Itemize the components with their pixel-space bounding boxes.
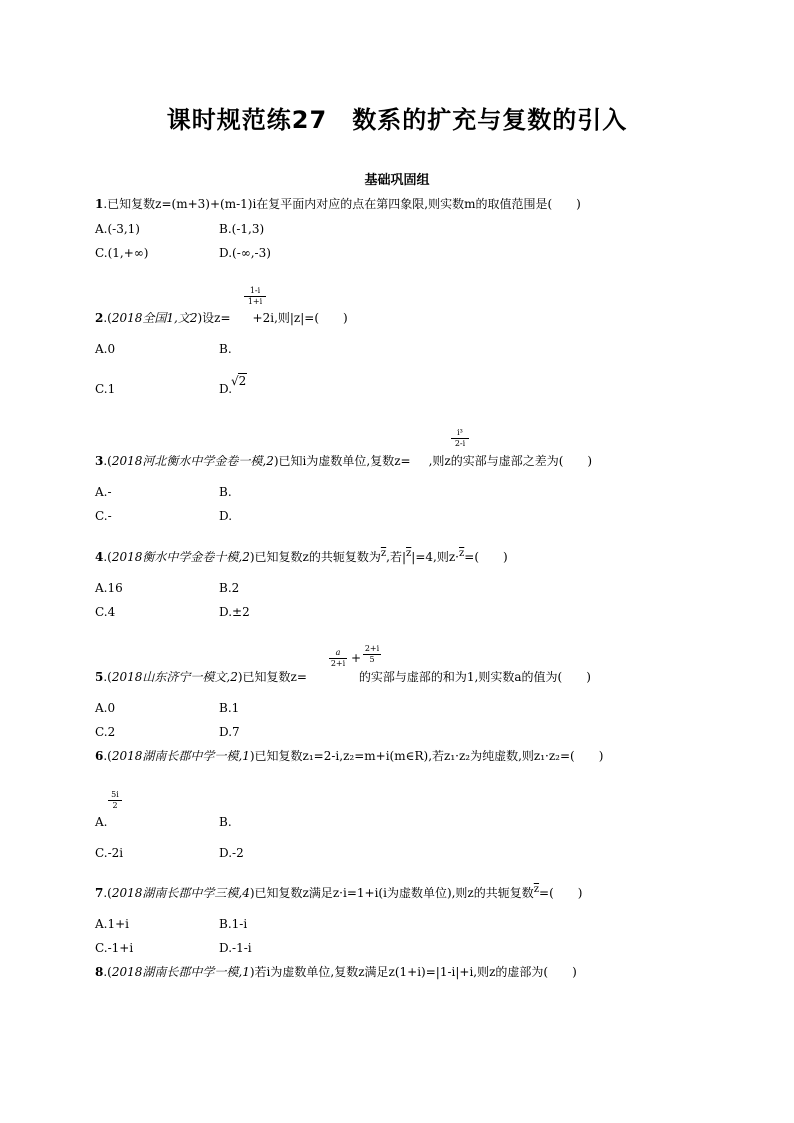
paren-open: .(	[103, 454, 112, 468]
paren-open: .(	[103, 670, 112, 684]
question-source: 2018湖南长郡中学一模,1	[111, 965, 250, 979]
question-text-part: ,若|	[386, 550, 407, 564]
question-source: 2018河北衡水中学金卷一模,2	[111, 454, 274, 468]
option-b: B.	[219, 342, 232, 356]
option-a: A.(-3,1)	[95, 222, 140, 236]
fraction	[363, 645, 381, 664]
fraction-numerator: 5i	[111, 790, 119, 799]
fraction-denominator: 5	[369, 655, 375, 664]
question-number: 6	[95, 749, 104, 763]
question-text: )已知复数z的共轭复数为	[249, 550, 381, 564]
option-d: D.	[219, 382, 233, 396]
fraction-denominator: 2	[112, 801, 118, 810]
question-source: 2018湖南长郡中学一模,1	[111, 749, 250, 763]
option-c: C.4	[95, 605, 116, 619]
question-number: 4	[95, 550, 104, 564]
fraction	[244, 287, 266, 306]
option-b: B.	[219, 815, 232, 829]
question-text: )设z=	[197, 311, 231, 325]
plus-sign: +	[351, 651, 362, 665]
question-number: 8	[95, 965, 104, 979]
option-b: B.(-1,3)	[219, 222, 265, 236]
question-source: 2018全国1,文2	[111, 311, 198, 325]
option-c: C.(1,+∞)	[95, 246, 149, 260]
conjugate-z: $\overline{z}$	[533, 884, 540, 895]
paren-open: .(	[103, 550, 112, 564]
conjugate-z: $\overline{z}$	[458, 548, 465, 559]
fraction-denominator: 2-i	[454, 439, 466, 448]
option-a: A.-	[95, 485, 112, 499]
fraction-numerator: i³	[457, 428, 463, 437]
option-d: D.-1-i	[219, 941, 252, 955]
question-7	[95, 884, 583, 900]
question-source: 2018衡水中学金卷十模,2	[111, 550, 250, 564]
question-text-tail: ,则z的实部与虚部之差为( )	[428, 454, 593, 468]
question-number: 7	[95, 886, 104, 900]
option-d: D.	[219, 509, 233, 523]
option-c: C.2	[95, 725, 116, 739]
option-a: A.0	[95, 342, 116, 356]
question-number: 2	[95, 311, 104, 325]
option-b: B.	[219, 485, 232, 499]
fraction	[329, 649, 347, 668]
question-3	[95, 455, 592, 467]
question-5	[95, 671, 591, 683]
option-c: C.-2i	[95, 846, 124, 860]
question-text: )已知i为虚数单位,复数z=	[273, 454, 411, 468]
paren-open: .(	[103, 886, 112, 900]
question-text-tail: =( )	[539, 886, 583, 900]
option-a: A.0	[95, 701, 116, 715]
question-text: )已知复数z₁=2-i,z₂=m+i(m∈R),若z₁·z₂为纯虚数,则z₁·z₂=( )	[249, 749, 604, 763]
fraction-numerator: a	[335, 648, 341, 657]
question-2	[95, 312, 348, 324]
conjugate-z: $\overline{z}$	[406, 548, 412, 559]
paren-open: .(	[103, 965, 112, 979]
question-text: )已知复数z=	[237, 670, 307, 684]
page-title: 课时规范练27 数系的扩充与复数的引入	[166, 106, 628, 134]
paren-open: .(	[103, 749, 112, 763]
fraction-denominator: 1+i	[247, 297, 263, 306]
radicand: 2	[238, 374, 247, 388]
question-text-part: |=4,则z·	[411, 550, 459, 564]
question-source: 2018山东济宁一模文,2	[111, 670, 238, 684]
fraction-denominator: 2+i	[330, 659, 346, 668]
option-c: C.1	[95, 382, 116, 396]
option-b: B.2	[219, 581, 240, 595]
paren-open: .(	[103, 311, 112, 325]
question-text-tail: 的实部与虚部的和为1,则实数a的值为( )	[358, 670, 591, 684]
option-d: D.(-∞,-3)	[219, 246, 271, 260]
question-number: 1	[95, 197, 104, 211]
question-text: )已知复数z满足z·i=1+i(i为虚数单位),则z的共轭复数	[249, 886, 534, 900]
question-4	[95, 548, 508, 564]
conjugate-z: $\overline{z}$	[380, 548, 387, 559]
option-b: B.1	[219, 701, 240, 715]
sqrt-expression: √2	[231, 374, 247, 388]
question-number: 3	[95, 454, 104, 468]
question-source: 2018湖南长郡中学三模,4	[111, 886, 250, 900]
option-a: A.16	[95, 581, 123, 595]
question-number: 5	[95, 670, 104, 684]
option-a: A.	[95, 815, 108, 829]
fraction	[451, 429, 469, 448]
question-6	[95, 750, 603, 762]
option-c: C.-	[95, 509, 112, 523]
section-heading: 基础巩固组	[364, 173, 430, 188]
option-d: D.±2	[219, 605, 250, 619]
question-text-tail: +2i,则|z|=( )	[252, 311, 348, 325]
question-text: )若i为虚数单位,复数z满足z(1+i)=|1-i|+i,则z的虚部为( )	[249, 965, 577, 979]
option-d: D.-2	[219, 846, 244, 860]
question-text: .已知复数z=(m+3)+(m-1)i在复平面内对应的点在第四象限,则实数m的取值范围是( )	[103, 197, 581, 211]
question-8	[95, 966, 577, 978]
question-1	[95, 198, 581, 210]
option-b: B.1-i	[219, 917, 248, 931]
fraction	[108, 791, 122, 810]
fraction-numerator: 2+i	[364, 644, 380, 653]
question-text-tail: =( )	[464, 550, 508, 564]
option-c: C.-1+i	[95, 941, 134, 955]
fraction-numerator: 1-i	[249, 286, 261, 295]
option-d: D.7	[219, 725, 240, 739]
option-a: A.1+i	[95, 917, 130, 931]
